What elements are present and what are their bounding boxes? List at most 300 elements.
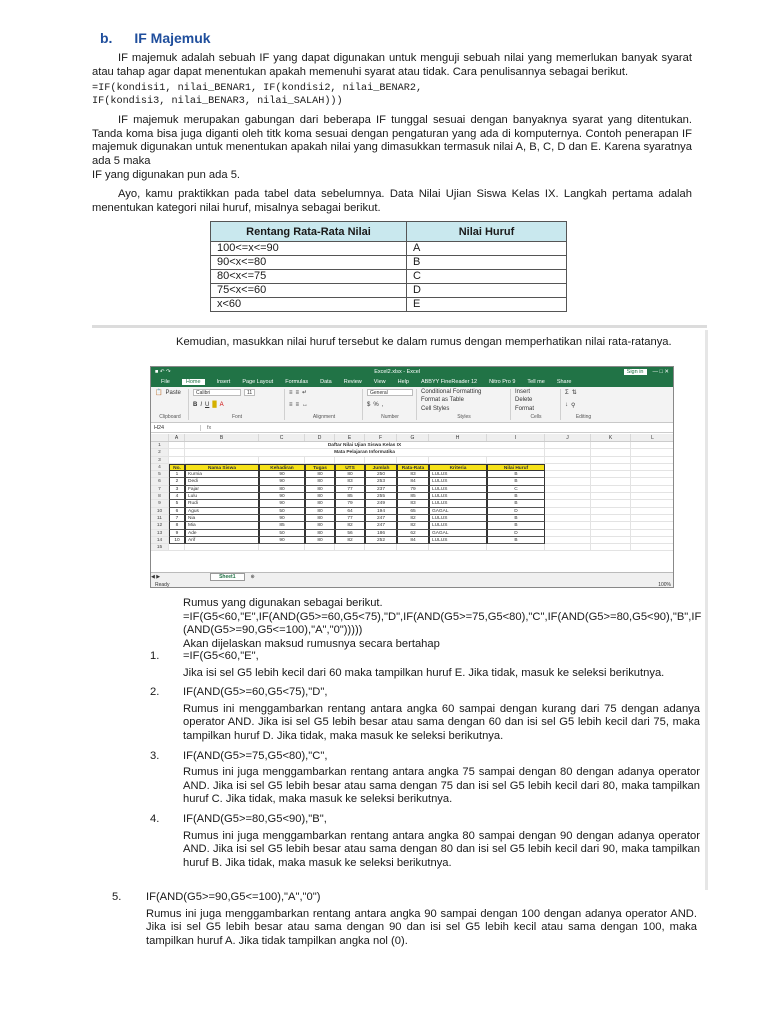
data-cell[interactable]: 50 xyxy=(259,530,305,537)
data-cell[interactable]: LULUS xyxy=(429,486,487,493)
data-cell[interactable]: Mia xyxy=(185,522,259,529)
data-cell[interactable]: 79 xyxy=(397,486,429,493)
column-header[interactable]: E xyxy=(335,434,365,441)
data-cell[interactable]: 84 xyxy=(397,478,429,485)
data-cell[interactable]: LULUS xyxy=(429,537,487,544)
ribbon-group-styles xyxy=(421,389,511,420)
data-cell[interactable]: 80 xyxy=(305,530,335,537)
name-box[interactable]: H24 xyxy=(151,425,201,431)
data-cell[interactable]: 2 xyxy=(169,478,185,485)
row-number[interactable]: 11 xyxy=(151,515,169,522)
table-row xyxy=(151,486,674,493)
data-cell[interactable]: 90 xyxy=(259,493,305,500)
data-cell[interactable]: 80 xyxy=(305,478,335,485)
column-header[interactable]: A xyxy=(169,434,185,441)
tab-view[interactable]: View xyxy=(373,379,386,385)
header-cell[interactable]: Kriteria xyxy=(429,464,487,471)
row-number[interactable]: 10 xyxy=(151,508,169,515)
table-row xyxy=(211,298,567,312)
currency-icon[interactable]: $ xyxy=(367,402,371,408)
format-as-table-button[interactable]: Format as Table xyxy=(421,397,464,404)
intro-paragraph: IF majemuk adalah sebuah IF yang dapat digunakan untuk menguji sebuah nilai yang memerlukan banyak syarat atau tahap agar dapat menentukan apakah memenuhi syarat atau tidak. Cara penulisannya sebagai berikut. xyxy=(92,52,692,78)
cell[interactable] xyxy=(259,544,305,551)
table-row xyxy=(211,256,567,270)
data-cell[interactable]: 247 xyxy=(365,522,397,529)
paste-icon[interactable]: 📋 xyxy=(155,390,163,396)
italic-icon[interactable]: I xyxy=(200,402,203,408)
table-row xyxy=(151,522,674,529)
data-cell[interactable]: B xyxy=(487,537,545,544)
column-header[interactable]: L xyxy=(631,434,674,441)
data-cell[interactable]: Ade xyxy=(185,530,259,537)
data-cell[interactable]: 90 xyxy=(259,515,305,522)
paragraph-2: IF majemuk merupakan gabungan dari beberapa IF tunggal sesuai dengan banyaknya syarat yang ditentukan. Tanda koma bisa juga diganti oleh titk koma sesuai dengan pengaturan yang ada di komputernya. Contoh penerapan IF majemuk digunakan untuk menentukan apakah nilai yang dimasukkan termasuk nilai A, B, C, D dan E. Karena syaratnya ada 5 maka xyxy=(92,114,692,167)
header-cell[interactable]: Nilai Huruf xyxy=(487,464,545,471)
formula-bar xyxy=(151,423,673,433)
data-cell[interactable]: 247 xyxy=(365,515,397,522)
data-cell[interactable]: 1 xyxy=(169,471,185,478)
row-number[interactable]: 6 xyxy=(151,478,169,485)
row-number[interactable]: 7 xyxy=(151,486,169,493)
tab-share[interactable]: Share xyxy=(556,379,572,385)
underline-icon[interactable]: U xyxy=(205,402,210,408)
cell[interactable] xyxy=(365,457,397,464)
cell[interactable] xyxy=(259,457,305,464)
cell[interactable] xyxy=(591,537,631,544)
data-cell[interactable]: 250 xyxy=(365,471,397,478)
data-cell[interactable]: LULUS xyxy=(429,478,487,485)
conditional-formatting-button[interactable]: Conditional Formatting xyxy=(421,389,482,395)
tab-nitro[interactable]: Nitro Pro 9 xyxy=(489,379,516,385)
cell[interactable] xyxy=(591,442,631,449)
cell[interactable] xyxy=(631,471,674,478)
cell[interactable] xyxy=(545,530,591,537)
delete-cells-button[interactable]: Delete xyxy=(515,397,533,404)
format-cells-button[interactable]: Format xyxy=(515,405,535,412)
cell[interactable] xyxy=(487,544,545,551)
data-cell[interactable]: 82 xyxy=(335,537,365,544)
cell[interactable] xyxy=(591,464,631,471)
sheet-nav-icon[interactable]: ◀ ▶ xyxy=(151,574,161,580)
table-row xyxy=(211,284,567,298)
sheet-subtitle-cell[interactable]: Mata Pelajaran Informatika xyxy=(185,449,545,456)
align-center-icon[interactable]: ≡ xyxy=(295,402,300,408)
insert-cells-button[interactable]: Insert xyxy=(515,389,531,395)
cell[interactable] xyxy=(545,500,591,507)
data-cell[interactable]: 9 xyxy=(169,530,185,537)
align-left-icon[interactable]: ≡ xyxy=(289,402,293,408)
font-name-select[interactable]: Calibri xyxy=(193,389,241,396)
data-cell[interactable]: 85 xyxy=(335,493,365,500)
tab-help[interactable]: Help xyxy=(397,379,409,385)
row-number[interactable]: 3 xyxy=(151,457,169,464)
grade-range-cell: 75<x<=60 xyxy=(211,284,407,298)
step-formula: IF(AND(G5>=60,G5<75),"D", xyxy=(183,686,328,699)
grade-table-header-range: Rentang Rata-Rata Nilai xyxy=(211,222,407,242)
save-icon[interactable]: ■ ↶ ↷ xyxy=(155,369,171,375)
cell[interactable] xyxy=(305,544,335,551)
data-cell[interactable]: D xyxy=(487,530,545,537)
data-cell[interactable]: Agus xyxy=(185,508,259,515)
column-header[interactable]: C xyxy=(259,434,305,441)
autosum-icon[interactable]: Σ xyxy=(565,389,569,396)
row-number[interactable]: 4 xyxy=(151,464,169,471)
tab-data[interactable]: Data xyxy=(320,379,332,385)
data-cell[interactable]: 4 xyxy=(169,493,185,500)
column-header[interactable]: B xyxy=(185,434,259,441)
comma-icon[interactable]: , xyxy=(381,402,384,408)
data-cell[interactable]: 80 xyxy=(305,486,335,493)
row-number[interactable]: 1 xyxy=(151,442,169,449)
data-cell[interactable]: LULUS xyxy=(429,493,487,500)
cell[interactable] xyxy=(631,508,674,515)
data-cell[interactable]: 90 xyxy=(259,478,305,485)
data-cell[interactable]: 64 xyxy=(335,508,365,515)
data-cell[interactable]: 82 xyxy=(335,522,365,529)
page-bottom xyxy=(150,336,695,350)
data-cell[interactable]: Rudi xyxy=(185,500,259,507)
column-header[interactable]: J xyxy=(545,434,591,441)
data-cell[interactable]: Nia xyxy=(185,515,259,522)
cell[interactable] xyxy=(545,493,591,500)
data-cell[interactable]: 7 xyxy=(169,515,185,522)
data-cell[interactable]: 80 xyxy=(305,500,335,507)
cell[interactable] xyxy=(631,449,674,456)
cell[interactable] xyxy=(545,471,591,478)
data-cell[interactable]: 80 xyxy=(335,471,365,478)
data-cell[interactable]: LULUS xyxy=(429,522,487,529)
header-cell[interactable]: No. xyxy=(169,464,185,471)
cell[interactable] xyxy=(631,522,674,529)
tab-formulas[interactable]: Formulas xyxy=(285,379,309,385)
cell[interactable] xyxy=(591,530,631,537)
tab-insert[interactable]: Insert xyxy=(216,379,231,385)
data-cell[interactable]: C xyxy=(487,486,545,493)
number-format-select[interactable]: General xyxy=(367,389,413,396)
data-cell[interactable]: 83 xyxy=(335,478,365,485)
sort-icon[interactable]: ⇅ xyxy=(571,390,577,396)
sheet-rows xyxy=(151,442,674,551)
cell[interactable] xyxy=(365,544,397,551)
sign-in-button[interactable]: Sign in xyxy=(624,369,647,375)
cell[interactable] xyxy=(631,464,674,471)
cell[interactable] xyxy=(631,442,674,449)
formula-intro: Rumus yang digunakan sebagai berikut. xyxy=(183,597,383,609)
data-cell[interactable]: 8 xyxy=(169,522,185,529)
column-headers xyxy=(151,434,674,442)
cell[interactable] xyxy=(397,457,429,464)
step-number: 3. xyxy=(150,749,160,762)
cell[interactable] xyxy=(631,478,674,485)
tab-home[interactable]: Home xyxy=(182,379,205,385)
cell[interactable] xyxy=(429,544,487,551)
step-text: Rumus ini juga menggambarkan rentang antara angka 80 sampai dengan 90 dengan adanya operator AND. Jika isi sel G5 lebih besar atau sama dengan 80 dan isi sel G5 lebih kecil dari 90, maka tampilkan huruf B. Jika tidak, maka masuk ke seleksi berikutnya. xyxy=(183,829,700,869)
row-number[interactable]: 8 xyxy=(151,493,169,500)
align-top-icon[interactable]: ≡ xyxy=(289,389,293,396)
cell[interactable] xyxy=(487,457,545,464)
data-cell[interactable]: 84 xyxy=(397,537,429,544)
data-cell[interactable]: 90 xyxy=(259,471,305,478)
data-cell[interactable]: 80 xyxy=(305,508,335,515)
data-cell[interactable]: Fajar xyxy=(185,486,259,493)
column-header[interactable]: K xyxy=(591,434,631,441)
status-bar xyxy=(151,581,674,588)
cell[interactable] xyxy=(631,530,674,537)
cell[interactable] xyxy=(185,544,259,551)
data-cell[interactable]: 79 xyxy=(335,500,365,507)
font-label: Font xyxy=(231,414,242,420)
cell[interactable] xyxy=(305,457,335,464)
tab-page-layout[interactable]: Page Layout xyxy=(242,379,274,385)
row-number[interactable]: 15 xyxy=(151,544,169,551)
header-cell[interactable]: Kehadiran xyxy=(259,464,305,471)
grade-range-cell: 100<=x<=90 xyxy=(211,242,407,256)
cell[interactable] xyxy=(591,515,631,522)
cell[interactable] xyxy=(545,449,591,456)
cell[interactable] xyxy=(545,464,591,471)
data-cell[interactable]: 80 xyxy=(305,515,335,522)
data-cell[interactable]: 83 xyxy=(397,500,429,507)
list-item xyxy=(150,813,700,870)
table-row xyxy=(211,242,567,256)
cell[interactable] xyxy=(591,449,631,456)
data-cell[interactable]: 56 xyxy=(335,530,365,537)
step-text: Jika isi sel G5 lebih kecil dari 60 maka tampilkan huruf E. Jika tidak, masuk ke seleksi berikutnya. xyxy=(183,666,665,679)
data-cell[interactable]: 82 xyxy=(397,515,429,522)
ribbon-group-number xyxy=(367,389,417,420)
section-title: IF Majemuk xyxy=(134,30,211,46)
fill-icon[interactable]: ↓ xyxy=(565,402,568,408)
cell[interactable] xyxy=(591,500,631,507)
cell[interactable] xyxy=(591,493,631,500)
cell[interactable] xyxy=(591,508,631,515)
data-cell[interactable]: 80 xyxy=(305,537,335,544)
sheet-title-cell[interactable]: Daftar Nilai Ujian Siswa Kelas IX xyxy=(185,442,545,449)
cell[interactable] xyxy=(631,537,674,544)
paste-button[interactable]: Paste xyxy=(165,389,181,396)
data-cell[interactable]: 80 xyxy=(305,522,335,529)
row-number[interactable]: 12 xyxy=(151,522,169,529)
cell[interactable] xyxy=(545,478,591,485)
syntax-line-2: IF(kondisi3, nilai_BENAR3, nilai_SALAH))) xyxy=(92,96,343,108)
cell[interactable] xyxy=(631,493,674,500)
table-row xyxy=(151,530,674,537)
data-cell[interactable]: 194 xyxy=(365,508,397,515)
row-number[interactable]: 14 xyxy=(151,537,169,544)
cell[interactable] xyxy=(631,486,674,493)
data-cell[interactable]: 249 xyxy=(365,500,397,507)
data-cell[interactable]: 82 xyxy=(397,522,429,529)
sheet-tab-bar xyxy=(151,572,674,581)
ribbon-group-font xyxy=(193,389,285,420)
window-controls-icon[interactable]: — □ ✕ xyxy=(652,369,669,375)
cell[interactable] xyxy=(591,544,631,551)
list-item xyxy=(112,891,697,948)
row-number[interactable]: 13 xyxy=(151,530,169,537)
cell[interactable] xyxy=(631,500,674,507)
data-cell[interactable]: 65 xyxy=(397,508,429,515)
cell[interactable] xyxy=(545,537,591,544)
data-cell[interactable]: B xyxy=(487,471,545,478)
wrap-text-icon[interactable]: ↵ xyxy=(302,390,308,396)
data-cell[interactable]: 77 xyxy=(335,515,365,522)
data-cell[interactable]: D xyxy=(487,508,545,515)
data-cell[interactable]: 10 xyxy=(169,537,185,544)
cell[interactable] xyxy=(545,486,591,493)
syntax-line-1: =IF(kondisi1, nilai_BENAR1, IF(kondisi2, nilai_BENAR2, xyxy=(92,83,423,95)
cell[interactable] xyxy=(397,544,429,551)
grade-range-cell: 90<x<=80 xyxy=(211,256,407,270)
bold-icon[interactable]: B xyxy=(193,402,198,408)
data-cell[interactable]: 253 xyxy=(365,478,397,485)
step-number: 5. xyxy=(112,891,122,903)
data-cell[interactable]: B xyxy=(487,493,545,500)
data-cell[interactable]: 237 xyxy=(365,486,397,493)
column-header[interactable]: H xyxy=(429,434,487,441)
row-number[interactable]: 2 xyxy=(151,449,169,456)
column-header[interactable]: F xyxy=(365,434,397,441)
data-cell[interactable]: Arif xyxy=(185,537,259,544)
fill-color-icon[interactable]: █ xyxy=(212,402,217,408)
column-header[interactable]: G xyxy=(397,434,429,441)
grade-range-cell: 80<x<=75 xyxy=(211,270,407,284)
data-cell[interactable]: 3 xyxy=(169,486,185,493)
tab-review[interactable]: Review xyxy=(343,379,362,385)
cell[interactable] xyxy=(169,449,185,456)
data-cell[interactable]: 80 xyxy=(259,486,305,493)
grade-table-header-letter: Nilai Huruf xyxy=(407,222,567,242)
zoom-level[interactable]: 100% xyxy=(658,582,671,588)
cell[interactable] xyxy=(545,508,591,515)
cell[interactable] xyxy=(545,457,591,464)
data-cell[interactable]: Lulu xyxy=(185,493,259,500)
cell[interactable] xyxy=(591,478,631,485)
cell[interactable] xyxy=(591,457,631,464)
tab-file[interactable]: File xyxy=(161,379,170,385)
merge-icon[interactable]: ↔ xyxy=(302,402,309,408)
cell[interactable] xyxy=(545,522,591,529)
cell[interactable] xyxy=(591,522,631,529)
grade-range-cell: x<60 xyxy=(211,298,407,312)
data-cell[interactable]: LULUS xyxy=(429,471,487,478)
percent-icon[interactable]: % xyxy=(373,402,379,408)
cell[interactable] xyxy=(545,442,591,449)
corner-cell[interactable] xyxy=(151,434,169,441)
cell[interactable] xyxy=(169,442,185,449)
table-row xyxy=(151,515,674,522)
data-cell[interactable]: 62 xyxy=(397,530,429,537)
data-cell[interactable]: 83 xyxy=(397,471,429,478)
list-item xyxy=(150,750,700,807)
find-icon[interactable]: ⚲ xyxy=(571,402,576,409)
cell[interactable] xyxy=(335,544,365,551)
step-formula: IF(AND(G5>=75,G5<80),"C", xyxy=(183,749,328,762)
editing-label: Editing xyxy=(575,414,592,420)
data-cell[interactable]: LULUS xyxy=(429,515,487,522)
tab-abbyy[interactable]: ABBYY FineReader 12 xyxy=(420,379,478,385)
data-cell[interactable]: 5 xyxy=(169,500,185,507)
data-cell[interactable]: 252 xyxy=(365,537,397,544)
column-header[interactable]: D xyxy=(305,434,335,441)
clipboard-label: Clipboard xyxy=(159,414,181,420)
row-number[interactable]: 5 xyxy=(151,471,169,478)
cell[interactable] xyxy=(185,457,259,464)
data-cell[interactable]: 85 xyxy=(397,493,429,500)
data-cell[interactable]: B xyxy=(487,522,545,529)
paragraph-2b: IF yang digunakan pun ada 5. xyxy=(92,168,241,181)
data-cell[interactable]: 50 xyxy=(259,508,305,515)
header-cell[interactable]: UTS xyxy=(335,464,365,471)
cell[interactable] xyxy=(631,515,674,522)
header-cell[interactable]: Rata-Rata xyxy=(397,464,429,471)
header-cell[interactable]: Jumlah xyxy=(365,464,397,471)
header-cell[interactable]: Nama Siswa xyxy=(185,464,259,471)
data-cell[interactable]: 90 xyxy=(259,500,305,507)
grade-letter-cell: D xyxy=(407,284,567,298)
data-cell[interactable]: Kurnia xyxy=(185,471,259,478)
align-middle-icon[interactable]: ≡ xyxy=(295,389,300,396)
table-row xyxy=(151,457,674,464)
data-cell[interactable]: Dedi xyxy=(185,478,259,485)
font-size-select[interactable]: 11 xyxy=(244,389,255,396)
data-cell[interactable]: B xyxy=(487,500,545,507)
cell[interactable] xyxy=(169,544,185,551)
row-number[interactable]: 9 xyxy=(151,500,169,507)
data-cell[interactable]: 80 xyxy=(305,493,335,500)
data-cell[interactable]: B xyxy=(487,515,545,522)
cell[interactable] xyxy=(591,471,631,478)
cell[interactable] xyxy=(631,544,674,551)
header-cell[interactable]: Tugas xyxy=(305,464,335,471)
data-cell[interactable]: 85 xyxy=(259,522,305,529)
data-cell[interactable]: B xyxy=(487,478,545,485)
step-formula: IF(AND(G5>=80,G5<90),"B", xyxy=(183,812,327,825)
data-cell[interactable]: LULUS xyxy=(429,500,487,507)
column-header[interactable]: I xyxy=(487,434,545,441)
table-row xyxy=(151,500,674,507)
cell-styles-button[interactable]: Cell Styles xyxy=(421,405,450,412)
data-cell[interactable]: 80 xyxy=(305,471,335,478)
fx-icon[interactable]: fx xyxy=(207,424,212,431)
table-row xyxy=(151,544,674,551)
step-text: Rumus ini menggambarkan rentang antara angka 60 sampai dengan kurang dari 75 dengan adanya operator AND. Jika isi sel G5 lebih besar atau sama dengan 60 dan isi sel G5 lebih kecil dari 75, maka tampilkan huruf D. Jika tidak, maka masuk ke seleksi berikutnya. xyxy=(183,702,700,742)
data-cell[interactable]: GAGAL xyxy=(429,530,487,537)
ribbon-group-alignment xyxy=(289,389,363,420)
steps-list xyxy=(150,650,700,870)
data-cell[interactable]: 90 xyxy=(259,537,305,544)
page-top xyxy=(92,30,692,312)
data-cell[interactable]: GAGAL xyxy=(429,508,487,515)
data-cell[interactable]: 77 xyxy=(335,486,365,493)
table-row xyxy=(151,471,674,478)
data-cell[interactable]: 6 xyxy=(169,508,185,515)
cell[interactable] xyxy=(429,457,487,464)
tab-tell-me[interactable]: Tell me xyxy=(527,379,545,385)
font-color-icon[interactable]: A xyxy=(219,402,224,408)
sheet-tab-sheet1[interactable]: Sheet1 xyxy=(210,573,244,581)
cell[interactable] xyxy=(545,515,591,522)
cell[interactable] xyxy=(545,544,591,551)
cell[interactable] xyxy=(335,457,365,464)
cell[interactable] xyxy=(169,457,185,464)
list-item xyxy=(150,686,700,743)
data-cell[interactable]: 186 xyxy=(365,530,397,537)
cell[interactable] xyxy=(591,486,631,493)
data-cell[interactable]: 255 xyxy=(365,493,397,500)
formula-block xyxy=(183,597,703,651)
cell[interactable] xyxy=(631,457,674,464)
add-sheet-icon[interactable]: ⊕ xyxy=(250,574,255,580)
